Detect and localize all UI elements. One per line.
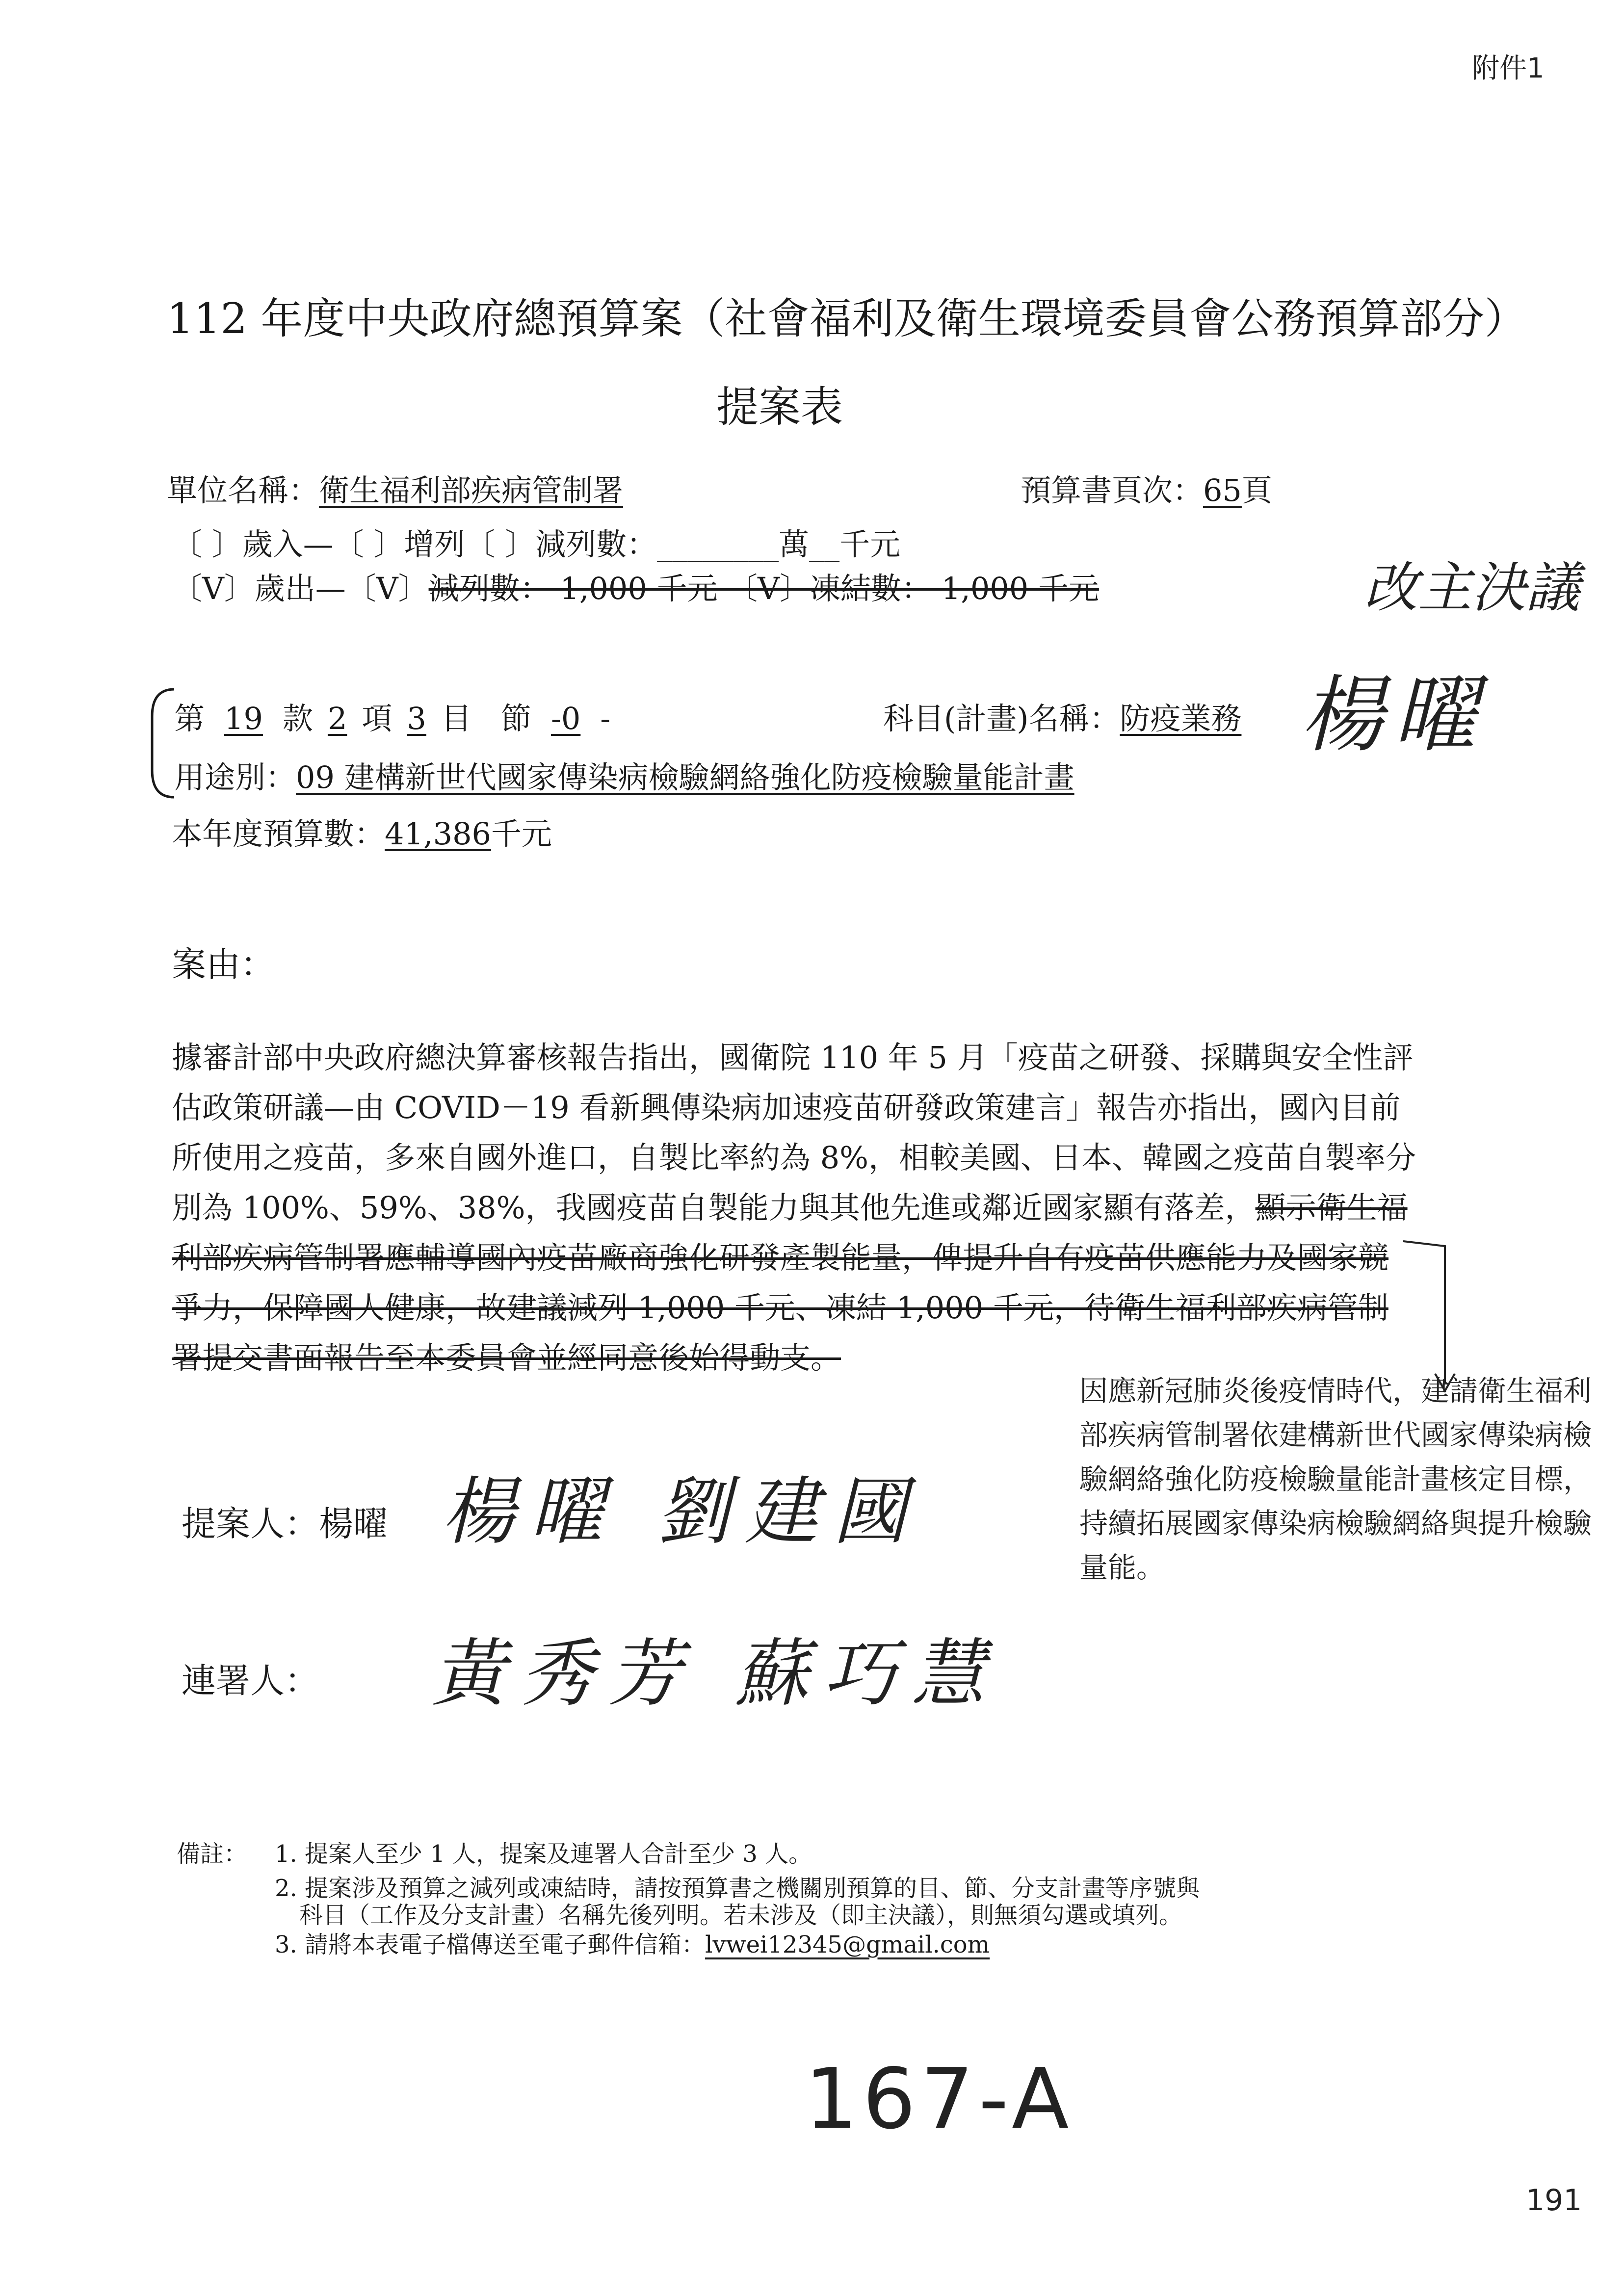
note-email-row <box>275 1926 1039 1959</box>
item-bracket <box>147 687 177 800</box>
annual-budget-row <box>172 809 552 853</box>
handwritten-amend-note: 改主決議 <box>1364 556 1580 619</box>
usage-label: 用途別： <box>174 759 296 795</box>
expense-struck-text: 減列數： 1,000 千元 〔V〕凍結數： 1,000 千元 <box>428 571 1099 606</box>
form-subtitle: 提案表 <box>716 383 843 432</box>
cosigner-signatures: 黃秀芳 蘇巧慧 <box>432 1631 1000 1717</box>
note-item: 1. 提案人至少 1 人，提案及連署人合計至少 3 人。 <box>275 1840 812 1868</box>
budget-page-row <box>1021 466 1272 510</box>
annual-budget-unit: 千元 <box>491 816 552 852</box>
attachment-mark: 附件1 <box>1472 52 1545 84</box>
note-item: 2. 提案涉及預算之減列或凍結時，請按預算書之機關別預算的目、節、分支計畫等序號與 <box>275 1875 1200 1902</box>
mu-value: 3 <box>407 701 426 736</box>
reason-label: 案由： <box>172 944 275 985</box>
unit-label: 單位名稱： <box>167 472 319 508</box>
reason-paragraph <box>172 1033 1418 1383</box>
jie-value: -0 <box>550 701 581 736</box>
notes-label: 備註： <box>177 1840 248 1868</box>
xiang-value: 2 <box>327 701 347 736</box>
document-title: 112 年度中央政府總預算案（社會福利及衛生環境委員會公務預算部分） <box>167 294 1527 343</box>
subject-row <box>883 694 1241 738</box>
handwritten-amendment: 因應新冠肺炎後疫情時代，建請衛生福利部疾病管制署依建構新世代國家傳染病檢驗網絡強化防疫檢驗量能計畫核定目標，持續拓展國家傳染病檢驗網絡與提升檢驗量能。 <box>1079 1374 1592 1584</box>
usage-value: 09 建構新世代國家傳染病檢驗網絡強化防疫檢驗量能計畫 <box>296 759 1074 795</box>
note-item: 3. 請將本表電子檔傳送至電子郵件信箱： <box>275 1931 706 1958</box>
page-number: 191 <box>1526 2183 1582 2218</box>
handwritten-initials: 楊曜 <box>1300 667 1487 764</box>
page-value: 65 <box>1203 472 1242 508</box>
contact-email: lvwei12345@gmail.com <box>705 1931 990 1958</box>
cosigner-label: 連署人： <box>182 1661 319 1701</box>
proposer-signatures: 楊曜 劉建國 <box>442 1469 921 1555</box>
item-row-1: 第 19 款 2 項 3 目 節 -0 - <box>174 701 611 736</box>
proposer-label: 提案人：楊曜 <box>182 1504 388 1544</box>
annual-budget-value: 41,386 <box>385 816 491 852</box>
handwritten-page-code: 167-A <box>805 2051 1074 2148</box>
kuan-value: 19 <box>224 701 263 736</box>
revenue-line: 〔 〕歲入—〔 〕增列〔 〕減列數：________萬__千元 <box>172 526 901 562</box>
reason-struck-text: 顯示衛生福利部疾病管制署應輔導國內疫苗廠商強化研發產製能量，俾提升自有疫苗供應能力及國家競爭力，保障國人健康，故建議減列 1,000 千元、凍結 1,000 千元，待衛生福利部疾病管制署提交書面報告至本委員會並經同意後始得動支。 <box>172 1190 1408 1376</box>
reason-text: 據審計部中央政府總決算審核報告指出，國衛院 110 年 5 月「疫苗之研發、採購與安全性評估政策研議—由 COVID－19 看新興傳染病加速疫苗研發政策建言」報告亦指出，國內目前所使用之疫苗，多來自國外進口，自製比率約為 8%，相較美國、日本、韓國之疫苗自製率分別為 100%、59%、38%，我國疫苗自製能力與其他先進或鄰近國家顯有落差， <box>172 1040 1416 1226</box>
expense-prefix: 〔V〕歲出—〔V〕 <box>172 571 429 606</box>
subject-value: 防疫業務 <box>1120 701 1242 736</box>
note-item: 科目（工作及分支計畫）名稱先後列明。若未涉及（即主決議），則無須勾選或填列。 <box>299 1902 1183 1929</box>
page-label: 預算書頁次： <box>1021 472 1204 508</box>
subject-label: 科目(計畫)名稱： <box>883 701 1120 736</box>
unit-row <box>167 466 623 510</box>
unit-value: 衛生福利部疾病管制署 <box>319 472 624 508</box>
usage-row <box>174 753 1074 797</box>
expense-line <box>172 564 1099 608</box>
page-suffix: 頁 <box>1241 472 1272 508</box>
annual-budget-label: 本年度預算數： <box>172 816 385 852</box>
